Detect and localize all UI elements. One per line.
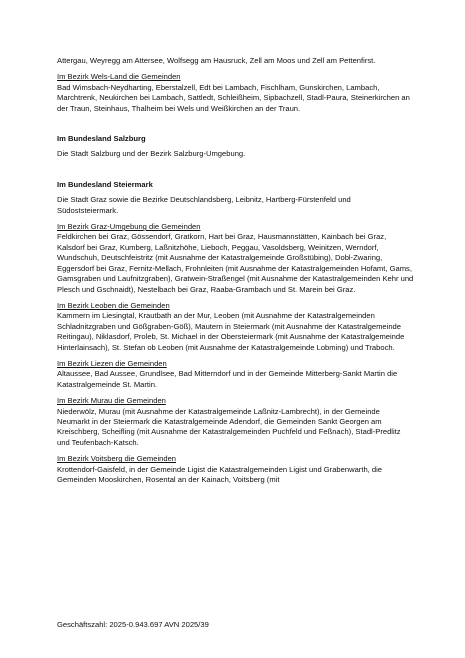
section-subheading: Im Bezirk Liezen die Gemeinden [57,358,167,368]
paragraph: Krottendorf-Gaisfeld, in der Gemeinde Ligist die Katastralgemeinden Ligist und Grabenwarth, die Gemeinden Mooskirchen, Rosental an der Kainach, Voitsberg (mit [57,464,383,484]
document-body [57,56,414,491]
section-subheading: Im Bezirk Wels-Land die Gemeinden [57,72,181,82]
section-subheading: Im Bezirk Voitsberg die Gemeinden [57,454,177,464]
paragraph: Die Stadt Salzburg und der Bezirk Salzburg-Umgebung. [57,149,246,159]
page-footer: Geschäftszahl: 2025-0.943.697 AVN 2025/39 [57,620,209,629]
section-heading: Im Bundesland Salzburg [57,134,146,144]
section-subheading: Im Bezirk Murau die Gemeinden [57,396,166,406]
paragraph: Altaussee, Bad Aussee, Grundlsee, Bad Mitterndorf und in der Gemeinde Mitterberg-Sankt Martin die Katastralgemeinde St. Martin. [57,369,398,389]
section-heading: Im Bundesland Steiermark [57,179,153,189]
section-subheading: Im Bezirk Leoben die Gemeinden [57,300,170,310]
paragraph: Bad Wimsbach-Neydharting, Eberstalzell, Edt bei Lambach, Fischlham, Gunskirchen, Lambach, Marchtrenk, Neukirchen bei Lambach, Sattledt, Schleißheim, Sipbachzell, Stadl-Paura, Steinerkirchen an der Traun, Steinhaus, Thalheim bei Wels und Weißkirchen an der Traun. [57,82,410,113]
paragraph: Attergau, Weyregg am Attersee, Wolfsegg am Hausruck, Zell am Moos und Zell am Pettenfirst. [57,56,376,65]
paragraph: Die Stadt Graz sowie die Bezirke Deutschlandsberg, Leibnitz, Hartberg-Fürstenfeld und Südoststeiermark. [57,195,351,215]
paragraph: Niederwölz, Murau (mit Ausnahme der Katastralgemeinde Laßnitz-Lambrecht), in der Gemeinde Neumarkt in der Steiermark die Katastralgemeinde Adendorf, die Gemeinden Sankt Georgen am Kreischberg, Scheifling (mit Ausnahme der Katastralgemeinden Puchfeld und Feßnach), Stadl-Predlitz und Teufenbach-Katsch. [57,406,401,447]
paragraph: Kammern im Liesingtal, Krautbath an der Mur, Leoben (mit Ausnahme der Katastralgemeinden Schladnitzgraben und Gößgraben-Göß), Mautern in Steiermark (mit Ausnahme der Katastralgemeinde Reitingau), Niklasdorf, Proleb, St. Michael in der Obersteiermark (mit Ausnahme der Katastralgemeinde Hinterlainsach), St. Stefan ob Leoben (mit Ausnahme der Katastralgemeinde Lobming) und Traboch. [57,311,405,352]
section-subheading: Im Bezirk Graz-Umgebung die Gemeinden [57,222,201,232]
paragraph: Feldkirchen bei Graz, Gössendorf, Gratkorn, Hart bei Graz, Hausmannstätten, Kainbach bei Graz, Kalsdorf bei Graz, Kumberg, Laßnitzhöhe, Lieboch, Peggau, Vasoldsberg, Weinitzen, Werndorf, Wundschuh, Deutschfeistritz (mit Ausnahme der Katastralgemeinde Großstübing), Dobl-Zwaring, Eggersdorf bei Graz, Fernitz-Mellach, Frohnleiten (mit Ausnahme der Katastralgemeinden Hofamt, Gams, Gamsgraben und Laufnitzgraben), Gratwein-Straßengel (mit Ausnahme der Katastralgemeinden Kehr und Plesch und Gschnaidt), Nestelbach bei Graz, Raaba-Grambach und St. Marein bei Graz. [57,232,414,294]
